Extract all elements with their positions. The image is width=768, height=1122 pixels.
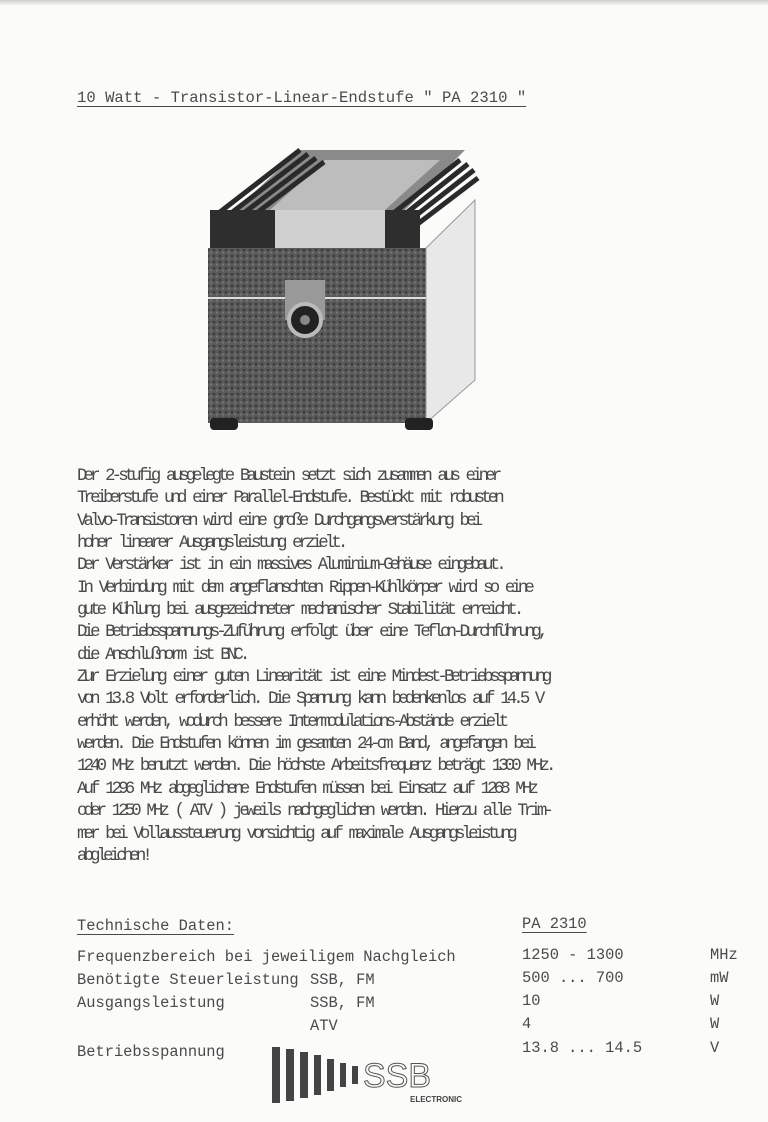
svg-text:SSB: SSB [363,1057,432,1095]
text-line: abgleichen! [77,846,149,866]
text-line: die Anschlußnorm ist BNC. [77,645,247,665]
text-line: von 13.8 Volt erforderlich. Die Spannung kann bedenkenlos auf 14.5 V [77,690,542,710]
spec-value: 4 [522,1015,532,1033]
spec-mode: SSB, FM [310,971,375,989]
text-line: Die Betriebsspannungs-Zuführung erfolgt über eine Teflon-Durchführung, [77,623,545,643]
specs-heading: Technische Daten: [77,917,235,935]
spec-unit: W [710,992,720,1010]
text-line: Der 2-stufig ausgelegte Baustein setzt sich zusammen aus einer [77,467,499,486]
paragraph-operation [77,667,553,868]
text-line: Valvo-Transistoren wird eine große Durchgangsverstärkung bei [77,511,480,531]
text-line: Der Verstärker ist in ein massives Aluminium-Gehäuse eingebaut. [77,556,503,576]
spec-value: 1250 - 1300 [522,946,624,964]
spec-label: Frequenzbereich bei jeweiligem Nachgleich [77,948,456,966]
text-line: Auf 1296 MHz abgeglichene Endstufen müssen bei Einsatz auf 1268 MHz [77,779,535,799]
spec-unit: mW [710,969,729,987]
text-line: 1240 MHz benutzt werden. Die höchste Arbeitsfrequenz beträgt 1300 MHz. [77,757,553,777]
paragraph-construction [77,466,553,667]
text-line: werden. Die Endstufen können im gesamten 24-cm Band, angefangen bei [77,735,533,755]
spec-unit: V [710,1039,720,1057]
spec-mode: SSB, FM [310,994,375,1012]
text-line: gute Kühlung bei ausgezeichneter mechanischer Stabilität erreicht. [77,601,521,621]
text-line: oder 1250 MHz ( ATV ) jeweils nachgeglichen werden. Hierzu alle Trim- [77,802,550,822]
spec-mode: ATV [310,1017,338,1035]
spec-value: 13.8 ... 14.5 [522,1039,643,1057]
text-line: hoher linearer Ausgangsleistung erzielt. [77,534,345,554]
spec-label: Betriebsspannung [77,1043,225,1061]
text-line: In Verbindung mit dem angeflanschten Rippen-Kühlkörper wird so eine [77,578,531,598]
spec-value: 500 ... 700 [522,969,624,987]
text-line: mer bei Vollaussteuerung vorsichtig auf maximale Ausgangsleistung [77,824,514,844]
text-line: erhöht werden, wodurch bessere Intermodulations-Abstände erzielt [77,712,506,732]
scan-edge [0,0,768,6]
ssb-electronic-logo [270,1045,490,1105]
specs-model: PA 2310 [522,915,587,933]
spec-label: Benötigte Steuerleistung [77,971,299,989]
amplifier-photo [200,140,490,440]
spec-unit: MHz [710,946,738,964]
spec-value: 10 [522,992,541,1010]
spec-unit: W [710,1015,720,1033]
page-title: 10 Watt - Transistor-Linear-Endstufe " PA 2310 " [77,89,527,107]
svg-text:ELECTRONIC: ELECTRONIC [410,1095,462,1104]
text-line: Treiberstufe und einer Parallel-Endstufe. Bestückt mit robusten [77,489,501,509]
spec-label: Ausgangsleistung [77,994,225,1012]
description [77,466,553,868]
text-line: Zur Erzielung einer guten Linearität ist eine Mindest-Betriebsspannung [77,668,549,688]
